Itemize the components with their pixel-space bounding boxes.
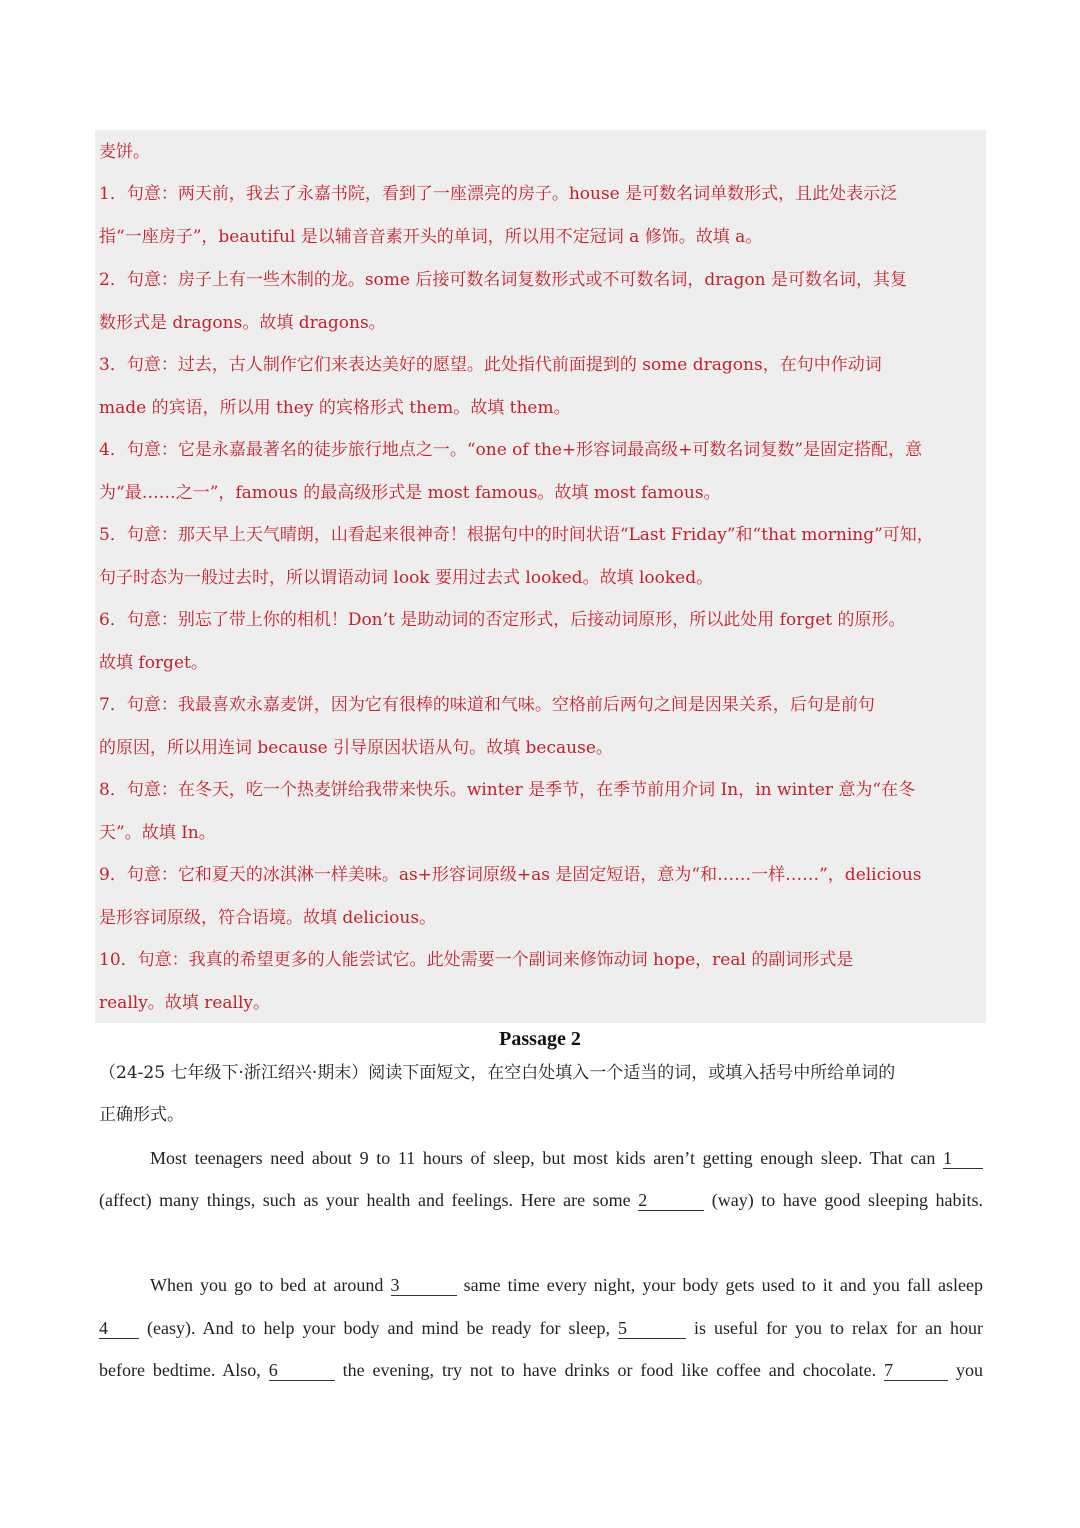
- paragraph-2-line-1: [99, 1264, 983, 1307]
- answer-line: 9．句意：它和夏天的冰淇淋一样美味。as+形容词原级+as 是固定短语，意为“和……一样……”，delicious: [99, 865, 922, 885]
- answer-line: 是形容词原级，符合语境。故填 delicious。: [99, 908, 437, 928]
- answer-line: 的原因，所以用连词 because 引导原因状语从句。故填 because。: [99, 738, 613, 758]
- blank-2[interactable]: 2: [638, 1190, 704, 1211]
- answer-line: 5．句意：那天早上天气晴朗，山看起来很神奇！根据句中的时间状语“Last Friday”和“that morning”可知，: [99, 525, 934, 545]
- text-segment: same time every night, your body gets used to it and you fall asleep: [463, 1275, 984, 1295]
- blank-1[interactable]: 1: [943, 1148, 983, 1169]
- text-segment: the evening, try not to have drinks or food like coffee and chocolate.: [342, 1360, 877, 1380]
- answer-line: 2．句意：房子上有一些木制的龙。some 后接可数名词复数形式或不可数名词，dragon 是可数名词，其复: [99, 270, 907, 290]
- text-segment: (affect) many things, such as your health and feelings. Here are some: [99, 1190, 631, 1210]
- answer-line: 3．句意：过去，古人制作它们来表达美好的愿望。此处指代前面提到的 some dragons，在句中作动词: [99, 355, 882, 375]
- text-segment: When you go to bed at around: [150, 1275, 384, 1295]
- answer-line: 故填 forget。: [99, 653, 208, 673]
- answer-line: 4．句意：它是永嘉最著名的徒步旅行地点之一。“one of the+形容词最高级+可数名词复数”是固定搭配，意: [99, 440, 923, 460]
- answer-line: 为“最……之一”，famous 的最高级形式是 most famous。故填 most famous。: [99, 483, 721, 503]
- text-segment: you: [956, 1360, 983, 1380]
- answer-line: 10．句意：我真的希望更多的人能尝试它。此处需要一个副词来修饰动词 hope，real 的副词形式是: [99, 950, 854, 970]
- answer-line: 指“一座房子”，beautiful 是以辅音音素开头的单词，所以用不定冠词 a 修饰。故填 a。: [99, 227, 763, 247]
- text-segment: Most teenagers need about 9 to 11 hours of sleep, but most kids aren’t getting enough sleep. That can: [150, 1148, 936, 1168]
- answer-line: 数形式是 dragons。故填 dragons。: [99, 313, 386, 333]
- passage-intro-cont: 正确形式。: [99, 1105, 184, 1125]
- blank-5[interactable]: 5: [618, 1318, 686, 1339]
- paragraph-1-line-2: [99, 1179, 983, 1222]
- answer-line: really。故填 really。: [99, 993, 271, 1013]
- blank-6[interactable]: 6: [269, 1360, 335, 1381]
- text-segment: (easy). And to help your body and mind be ready for sleep,: [147, 1318, 610, 1338]
- blank-4[interactable]: 4: [99, 1318, 139, 1339]
- text-segment: is useful for you to relax for an hour: [694, 1318, 984, 1338]
- text-segment: before bedtime. Also,: [99, 1360, 261, 1380]
- passage-title: Passage 2: [499, 1028, 581, 1050]
- text-segment: (way) to have good sleeping habits.: [711, 1190, 983, 1210]
- answer-line: 6．句意：别忘了带上你的相机！Don’t 是助动词的否定形式，后接动词原形，所以此处用 forget 的原形。: [99, 610, 906, 630]
- answer-line: 8．句意：在冬天，吃一个热麦饼给我带来快乐。winter 是季节，在季节前用介词 In，in winter 意为“在冬: [99, 780, 916, 800]
- passage-intro: （24-25 七年级下·浙江绍兴·期末）阅读下面短文，在空白处填入一个适当的词，或填入括号中所给单词的: [99, 1063, 896, 1083]
- answer-line: 7．句意：我最喜欢永嘉麦饼，因为它有很棒的味道和气味。空格前后两句之间是因果关系，后句是前句: [99, 695, 875, 715]
- answer-line-first: 麦饼。: [99, 142, 150, 162]
- answer-line: 句子时态为一般过去时，所以谓语动词 look 要用过去式 looked。故填 looked。: [99, 568, 714, 588]
- paragraph-1-line-1: [99, 1137, 983, 1180]
- paragraph-2-line-3: [99, 1349, 983, 1392]
- blank-3[interactable]: 3: [391, 1275, 457, 1296]
- blank-7[interactable]: 7: [884, 1360, 948, 1381]
- paragraph-2-line-2: [99, 1307, 983, 1350]
- answer-line: made 的宾语，所以用 they 的宾格形式 them。故填 them。: [99, 398, 571, 418]
- answer-line: 天”。故填 In。: [99, 823, 216, 843]
- answer-line: 1．句意：两天前，我去了永嘉书院，看到了一座漂亮的房子。house 是可数名词单数形式，且此处表示泛: [99, 184, 898, 204]
